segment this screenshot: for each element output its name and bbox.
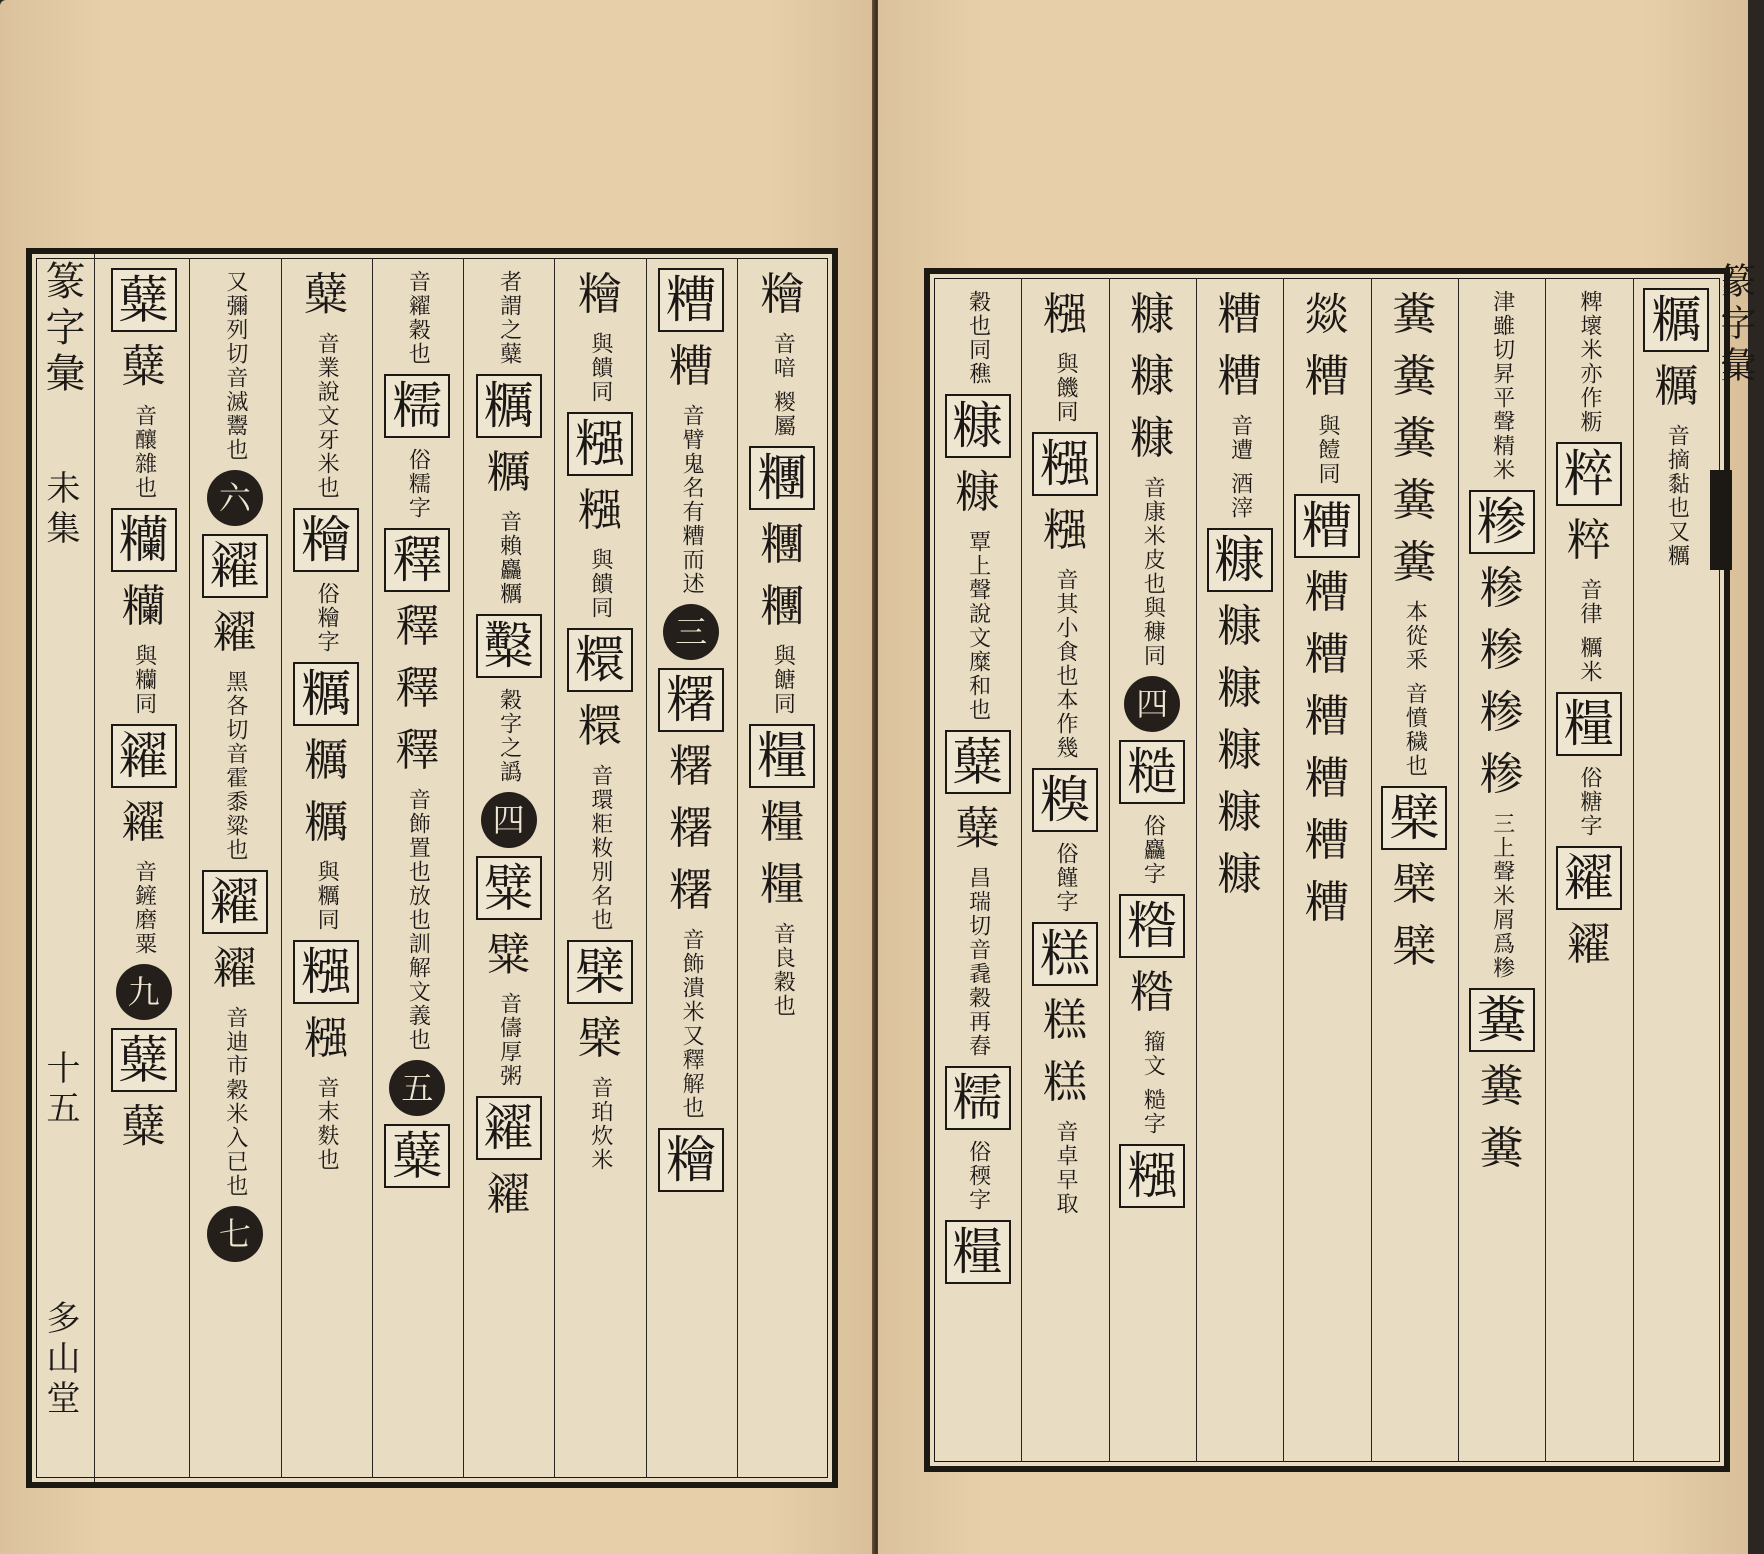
seal-script-character: 糞 xyxy=(1392,475,1437,526)
text-column xyxy=(737,258,828,1478)
headword-character: 糴 xyxy=(111,724,177,788)
seal-script-character: 糟 xyxy=(1304,815,1349,866)
seal-script-character: 糠 xyxy=(1130,289,1175,340)
annotation-text: 穀字之譌 xyxy=(496,688,522,784)
seal-script-character: 糞 xyxy=(1392,413,1437,464)
annotation-text: 籀文 xyxy=(1140,1030,1166,1078)
right-page-title: 篆字彙 xyxy=(1715,262,1756,388)
seal-script-character: 糲 xyxy=(304,735,349,786)
text-column xyxy=(1021,278,1108,1462)
annotation-text: 與餹同 xyxy=(770,644,796,716)
column-rule xyxy=(737,258,738,1478)
annotation-text: 音喑 xyxy=(770,332,796,380)
text-column xyxy=(554,258,645,1478)
seal-script-character: 糨 xyxy=(304,1013,349,1064)
seal-script-character: 檗 xyxy=(577,1013,622,1064)
stroke-count-badge: 四 xyxy=(481,792,537,848)
text-column xyxy=(934,278,1021,1462)
headword-character: 糵 xyxy=(111,1028,177,1092)
seal-script-character: 糠 xyxy=(1217,663,1262,714)
seal-script-character: 糁 xyxy=(1479,687,1524,738)
annotation-text: 津雖切昇平聲精米 xyxy=(1489,290,1515,482)
seal-script-character: 糵 xyxy=(955,803,1000,854)
annotation-text: 音臂鬼名有糟而述 xyxy=(679,404,705,596)
stroke-count-badge: 九 xyxy=(116,964,172,1020)
headword-character: 粹 xyxy=(1556,442,1622,506)
annotation-text: 與饋同 xyxy=(587,332,613,404)
headword-character: 糟 xyxy=(1294,494,1360,558)
column-rule xyxy=(1371,278,1372,1462)
seal-script-character: 糨 xyxy=(1042,289,1087,340)
seal-script-character: 糞 xyxy=(1392,537,1437,588)
left-page xyxy=(0,0,874,1554)
annotation-text: 與糲同 xyxy=(314,860,340,932)
text-column xyxy=(281,258,372,1478)
headword-character: 糨 xyxy=(1032,432,1098,496)
column-rule xyxy=(1021,278,1022,1462)
text-column xyxy=(1109,278,1196,1462)
annotation-text: 俗糩字 xyxy=(314,582,340,654)
headword-character: 糠 xyxy=(1207,528,1273,592)
seal-script-character: 釋 xyxy=(395,601,440,652)
headword-character: 糳 xyxy=(476,614,542,678)
seal-script-character: 糴 xyxy=(1566,919,1611,970)
headword-character: 糬 xyxy=(658,668,724,732)
headword-character: 糵 xyxy=(945,730,1011,794)
headword-character: 釋 xyxy=(384,528,450,592)
stroke-count-badge: 三 xyxy=(663,604,719,660)
column-rule xyxy=(189,258,190,1478)
annotation-text: 音良穀也 xyxy=(770,922,796,1018)
annotation-text: 音釀雜也 xyxy=(131,404,157,500)
annotation-text: 俗饉字 xyxy=(1052,842,1078,914)
seal-script-character: 糴 xyxy=(121,797,166,848)
annotation-text: 本從釆 xyxy=(1402,600,1428,672)
annotation-text: 音飾置也放也訓解文義也 xyxy=(405,788,431,1052)
annotation-text: 音康米皮也與穅同 xyxy=(1140,476,1166,668)
seal-script-character: 糟 xyxy=(1304,351,1349,402)
headword-character: 糌 xyxy=(1119,894,1185,958)
seal-script-character: 糧 xyxy=(760,797,805,848)
seal-script-character: 糧 xyxy=(760,859,805,910)
text-column xyxy=(1371,278,1458,1462)
seal-script-character: 糠 xyxy=(1217,601,1262,652)
seal-script-character: 糟 xyxy=(1304,691,1349,742)
left-page-number: 十五 xyxy=(40,1050,80,1130)
annotation-text: 俗麤字 xyxy=(1140,814,1166,886)
left-margin-rule xyxy=(94,254,95,1482)
seal-script-character: 糠 xyxy=(1217,787,1262,838)
annotation-text: 音卓早取 xyxy=(1052,1120,1078,1216)
seal-script-character: 糟 xyxy=(1304,877,1349,928)
annotation-text: 音律 xyxy=(1576,578,1602,626)
headword-character: 糲 xyxy=(1643,288,1709,352)
seal-script-character: 糠 xyxy=(1130,413,1175,464)
seal-script-character: 糟 xyxy=(669,341,714,392)
headword-character: 糟 xyxy=(658,268,724,332)
seal-script-character: 糴 xyxy=(212,607,257,658)
seal-script-character: 糴 xyxy=(486,1169,531,1220)
seal-script-character: 糰 xyxy=(760,581,805,632)
headword-character: 糧 xyxy=(1556,692,1622,756)
text-column xyxy=(372,258,463,1478)
seal-script-character: 糨 xyxy=(577,485,622,536)
annotation-text: 與饐同 xyxy=(1314,414,1340,486)
column-rule xyxy=(646,258,647,1478)
text-column xyxy=(1633,278,1720,1462)
annotation-text: 糉屬 xyxy=(770,390,796,438)
seal-script-character: 糞 xyxy=(1479,1061,1524,1112)
column-rule xyxy=(554,258,555,1478)
right-text-block xyxy=(924,268,1730,1472)
text-column xyxy=(1283,278,1370,1462)
seal-script-character: 粹 xyxy=(1566,515,1611,566)
annotation-text: 音賴麤糲 xyxy=(496,510,522,606)
annotation-text: 覃上聲說文糜和也 xyxy=(965,530,991,722)
annotation-text: 音環粔籹別名也 xyxy=(587,764,613,932)
column-rule xyxy=(281,258,282,1478)
headword-character: 糯 xyxy=(384,374,450,438)
headword-character: 檗 xyxy=(1381,786,1447,850)
left-publisher: 多山堂 xyxy=(40,1300,80,1420)
seal-script-character: 糲 xyxy=(1654,361,1699,412)
right-section-tab xyxy=(1710,470,1732,570)
headword-character: 糨 xyxy=(293,940,359,1004)
headword-character: 糨 xyxy=(567,412,633,476)
text-column xyxy=(646,258,737,1478)
seal-script-character: 糌 xyxy=(1130,967,1175,1018)
seal-script-character: 糩 xyxy=(577,269,622,320)
annotation-text: 音摘黏也又糲 xyxy=(1664,424,1690,568)
seal-script-character: 糬 xyxy=(669,803,714,854)
column-rule xyxy=(372,258,373,1478)
annotation-text: 音糴穀也 xyxy=(405,270,431,366)
annotation-text: 音憤穢也 xyxy=(1402,682,1428,778)
stroke-count-badge: 六 xyxy=(207,470,263,526)
seal-script-character: 糁 xyxy=(1479,625,1524,676)
annotation-text: 黑各切音霍黍粱也 xyxy=(222,670,248,862)
annotation-text: 音其小食也本作幾 xyxy=(1052,568,1078,760)
annotation-text: 音儔厚粥 xyxy=(496,992,522,1088)
seal-script-character: 糠 xyxy=(1130,351,1175,402)
seal-script-character: 糵 xyxy=(121,341,166,392)
headword-character: 糩 xyxy=(658,1128,724,1192)
headword-character: 糫 xyxy=(567,628,633,692)
stroke-count-badge: 四 xyxy=(1124,676,1180,732)
annotation-text: 又彌列切音滅鬻也 xyxy=(222,270,248,462)
headword-character: 糕 xyxy=(1032,922,1098,986)
annotation-text: 音珀炊米 xyxy=(587,1076,613,1172)
seal-script-character: 糞 xyxy=(1392,351,1437,402)
annotation-text: 俗糯字 xyxy=(405,448,431,520)
seal-script-character: 燚 xyxy=(1304,289,1349,340)
headword-character: 糵 xyxy=(384,1124,450,1188)
seal-script-character: 糠 xyxy=(1217,725,1262,776)
seal-script-character: 糁 xyxy=(1479,563,1524,614)
seal-script-character: 糲 xyxy=(304,797,349,848)
annotation-text: 糙字 xyxy=(1140,1088,1166,1136)
headword-character: 糴 xyxy=(202,534,268,598)
seal-script-character: 糕 xyxy=(1042,995,1087,1046)
annotation-text: 音業說文牙米也 xyxy=(314,332,340,500)
text-column xyxy=(1196,278,1283,1462)
headword-character: 糠 xyxy=(945,394,1011,458)
annotation-text: 酒滓 xyxy=(1227,472,1253,520)
headword-character: 糲 xyxy=(476,374,542,438)
annotation-text: 穀也同穛 xyxy=(965,290,991,386)
seal-script-character: 糵 xyxy=(304,269,349,320)
left-page-title: 篆字彙 xyxy=(39,260,85,398)
seal-script-character: 糠 xyxy=(955,467,1000,518)
column-rule xyxy=(1545,278,1546,1462)
annotation-text: 音迪市穀米入已也 xyxy=(222,1006,248,1198)
annotation-text: 與饋同 xyxy=(587,548,613,620)
headword-character: 糯 xyxy=(945,1066,1011,1130)
annotation-text: 俗糖字 xyxy=(1576,766,1602,838)
right-page xyxy=(878,0,1756,1554)
seal-script-character: 糲 xyxy=(486,447,531,498)
column-rule xyxy=(1283,278,1284,1462)
headword-character: 糧 xyxy=(945,1220,1011,1284)
seal-script-character: 糷 xyxy=(121,581,166,632)
seal-script-character: 糞 xyxy=(1392,289,1437,340)
text-column xyxy=(98,258,189,1478)
text-column xyxy=(463,258,554,1478)
column-rule xyxy=(1458,278,1459,1462)
seal-script-character: 糰 xyxy=(760,519,805,570)
seal-script-character: 糟 xyxy=(1217,351,1262,402)
text-column xyxy=(1545,278,1632,1462)
annotation-text: 與饑同 xyxy=(1052,352,1078,424)
seal-script-character: 糩 xyxy=(760,269,805,320)
seal-script-character: 釋 xyxy=(395,725,440,776)
left-section-label: 未集 xyxy=(40,470,80,550)
headword-character: 糧 xyxy=(749,724,815,788)
headword-character: 糴 xyxy=(476,1096,542,1160)
column-rule xyxy=(1633,278,1634,1462)
headword-character: 糁 xyxy=(1469,490,1535,554)
annotation-text: 音飾潰米又釋解也 xyxy=(679,928,705,1120)
headword-character: 檗 xyxy=(567,940,633,1004)
headword-character: 糨 xyxy=(1119,1144,1185,1208)
headword-character: 糴 xyxy=(202,870,268,934)
seal-script-character: 糬 xyxy=(669,741,714,792)
annotation-text: 音鏟磨粟 xyxy=(131,860,157,956)
column-rule xyxy=(1196,278,1197,1462)
headword-character: 糩 xyxy=(293,508,359,572)
headword-character: 糵 xyxy=(111,268,177,332)
annotation-text: 粺壞米亦作粝 xyxy=(1576,290,1602,434)
headword-character: 糗 xyxy=(1032,768,1098,832)
text-column xyxy=(1458,278,1545,1462)
headword-character: 糙 xyxy=(1119,740,1185,804)
seal-script-character: 糪 xyxy=(486,929,531,980)
seal-script-character: 糫 xyxy=(577,701,622,752)
seal-script-character: 糬 xyxy=(669,865,714,916)
seal-script-character: 糟 xyxy=(1304,567,1349,618)
seal-script-character: 糕 xyxy=(1042,1057,1087,1108)
left-text-block xyxy=(26,248,838,1488)
annotation-text: 昌瑞切音毳穀再舂 xyxy=(965,866,991,1058)
text-column xyxy=(189,258,280,1478)
stroke-count-badge: 七 xyxy=(207,1206,263,1262)
seal-script-character: 糟 xyxy=(1304,753,1349,804)
column-rule xyxy=(463,258,464,1478)
seal-script-character: 糟 xyxy=(1217,289,1262,340)
annotation-text: 與糷同 xyxy=(131,644,157,716)
seal-script-character: 糁 xyxy=(1479,749,1524,800)
headword-character: 糪 xyxy=(476,856,542,920)
stroke-count-badge: 五 xyxy=(389,1060,445,1116)
column-rule xyxy=(1109,278,1110,1462)
seal-script-character: 糠 xyxy=(1217,849,1262,900)
seal-script-character: 糵 xyxy=(121,1101,166,1152)
headword-character: 糰 xyxy=(749,446,815,510)
seal-script-character: 檗 xyxy=(1392,859,1437,910)
headword-character: 糞 xyxy=(1469,988,1535,1052)
seal-script-character: 糴 xyxy=(212,943,257,994)
right-columns xyxy=(934,278,1720,1462)
annotation-text: 音末麩也 xyxy=(314,1076,340,1172)
left-columns xyxy=(98,258,828,1478)
headword-character: 糴 xyxy=(1556,846,1622,910)
headword-character: 糲 xyxy=(293,662,359,726)
annotation-text: 糲米 xyxy=(1576,636,1602,684)
seal-script-character: 糨 xyxy=(1042,505,1087,556)
seal-script-character: 糟 xyxy=(1304,629,1349,680)
annotation-text: 音遭 xyxy=(1227,414,1253,462)
seal-script-character: 釋 xyxy=(395,663,440,714)
seal-script-character: 糞 xyxy=(1479,1123,1524,1174)
headword-character: 糷 xyxy=(111,508,177,572)
annotation-text: 三上聲米屑爲糁 xyxy=(1489,812,1515,980)
seal-script-character: 檗 xyxy=(1392,921,1437,972)
annotation-text: 俗稬字 xyxy=(965,1140,991,1212)
annotation-text: 者謂之糵 xyxy=(496,270,522,366)
